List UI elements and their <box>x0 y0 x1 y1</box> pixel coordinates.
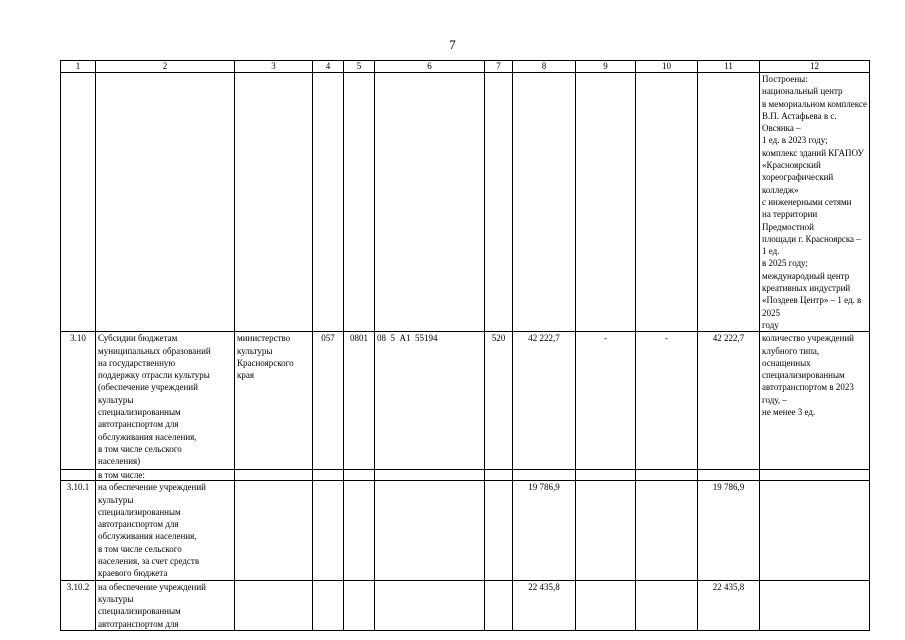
measure-name: на обеспечение учреждений культуры специализированным автотранспортом для <box>96 580 235 630</box>
amount-2025: - <box>636 332 698 470</box>
result-cell: количество учреждений клубного типа, оснащенных специализированным автотранспортом в 2023 году, – не менее 3 ед. <box>760 332 870 470</box>
page-number: 7 <box>449 37 456 52</box>
measure-name: Субсидии бюджетам муниципальных образований на государственную поддержку отрасли культуры (обеспечение учреждений культуры специализированным автотранспортом для обслуживания населения, в том числе сельского населения) <box>96 332 235 470</box>
col-header: 8 <box>513 61 576 73</box>
rzpr-code: 0801 <box>344 332 375 470</box>
col-header: 1 <box>61 61 96 73</box>
col-header: 7 <box>485 61 513 73</box>
amount-total: 42 222,7 <box>698 332 760 470</box>
subheading: в том числе: <box>96 470 235 481</box>
amount-2023: 22 435,8 <box>513 580 576 630</box>
row-number: 3.10.2 <box>61 580 96 630</box>
executor: министерство культуры Красноярского края <box>235 332 313 470</box>
amount-total: 19 786,9 <box>698 481 760 580</box>
amount-2024: - <box>576 332 636 470</box>
row-number: 3.10.1 <box>61 481 96 580</box>
row-number: 3.10 <box>61 332 96 470</box>
col-header: 10 <box>636 61 698 73</box>
col-header: 2 <box>96 61 235 73</box>
table-row <box>61 580 870 630</box>
vr-code: 520 <box>485 332 513 470</box>
measure-name: на обеспечение учреждений культуры специализированным автотранспортом для обслуживания населения, в том числе сельского населения, за счет средств краевого бюджета <box>96 481 235 580</box>
table-row <box>61 481 870 580</box>
table-row <box>61 470 870 481</box>
program-table <box>60 60 870 631</box>
col-header: 4 <box>313 61 344 73</box>
amount-2023: 42 222,7 <box>513 332 576 470</box>
amount-total: 22 435,8 <box>698 580 760 630</box>
grbs-code: 057 <box>313 332 344 470</box>
col-header: 6 <box>375 61 485 73</box>
col-header: 5 <box>344 61 375 73</box>
table-row <box>61 73 870 332</box>
col-header: 12 <box>760 61 870 73</box>
result-cell: Построены: национальный центр в мемориальном комплексе В.П. Астафьева в с. Овсянка – 1 ед. в 2023 году; комплекс зданий КГАПОУ «Красноярский хореографический колледж» с инженерными сетями на территории Предмостной площади г. Красноярска – 1 ед. в 2025 году; международный центр креативных индустрий «Поздеев Центр» – 1 ед. в 2025 году <box>760 73 870 332</box>
col-header: 9 <box>576 61 636 73</box>
amount-2023: 19 786,9 <box>513 481 576 580</box>
csr-code: 08 5 А1 55194 <box>375 332 485 470</box>
table-row <box>61 332 870 470</box>
col-header: 3 <box>235 61 313 73</box>
column-number-row <box>61 61 870 73</box>
col-header: 11 <box>698 61 760 73</box>
